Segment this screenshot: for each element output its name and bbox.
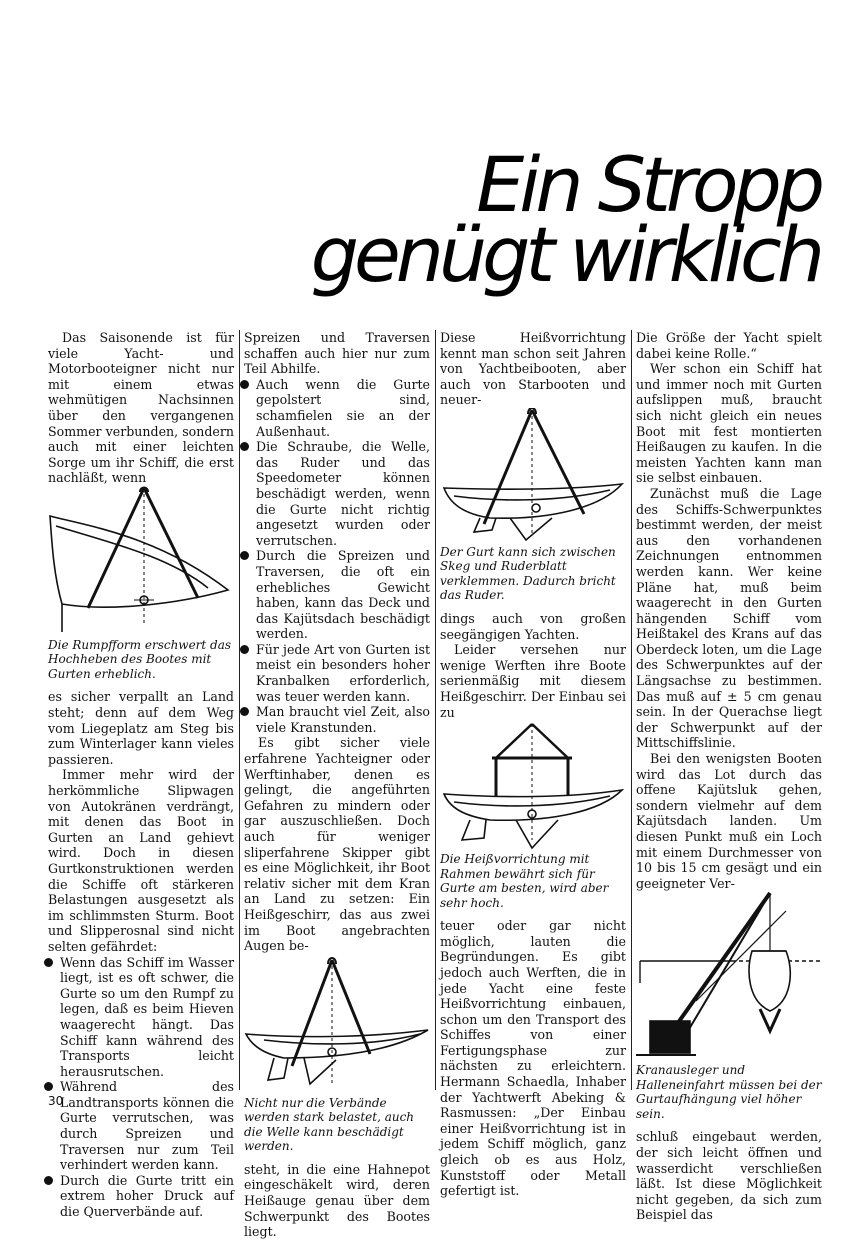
bullet-item: Durch die Spreizen und Traversen, die oft ein erhebliches Gewicht haben, kann das Deck und das Kajütsdach beschädigt werden. xyxy=(244,548,430,642)
column-divider xyxy=(631,330,632,1090)
title-line-2: genügt wirklich xyxy=(310,210,820,299)
illustration-hull-with-keel-sling xyxy=(244,954,430,1094)
page-number: 30 xyxy=(48,1094,64,1108)
bullet-item: Während des Landtransports können die Gurte verrutschen, was durch Spreizen und Traversen nur zum Teil verhindert werden kann. xyxy=(48,1079,234,1173)
illustration-sailboat-strap xyxy=(440,408,626,543)
bullet-list xyxy=(244,377,430,736)
paragraph: Spreizen und Traversen schaffen auch hier nur zum Teil Abhilfe. xyxy=(244,330,430,377)
column-4 xyxy=(636,330,822,1223)
paragraph: Bei den wenigsten Booten wird das Lot durch das offene Kajütsluk gehen, sondern vielmehr auf dem Kajütsdach landen. Um diesen Punkt muß ein Loch mit einem Durchmesser von 10 bis 15 cm gesägt und ein geeigneter Ver- xyxy=(636,751,822,891)
column-2 xyxy=(244,330,430,1240)
paragraph: Das Saisonende ist für viele Yacht- und Motorbooteigner nicht nur mit einem etwas wehmütigen Nachsinnen über den vergangenen Sommer verbunden, sondern auch mit einer leichten Sorge um ihr Schiff, die erst nachläßt, wenn xyxy=(48,330,234,486)
column-divider xyxy=(435,330,436,1090)
figure-caption: Der Gurt kann sich zwischen Skeg und Ruderblatt verklemmen. Dadurch bricht das Ruder. xyxy=(440,544,616,603)
paragraph: Es gibt sicher viele erfahrene Yachteigner oder Werftinhaber, denen es gelingt, die angeführten Gefahren zu mindern oder gar auszuschließen. Doch auch für weniger sliperfahrene Skipper gibt es eine Möglichkeit, ihr Boot relativ sicher mit dem Kran an Land zu setzen: Ein Heißgeschirr, das aus zwei im Boot angebrachten Augen be- xyxy=(244,735,430,954)
bullet-list xyxy=(48,955,234,1220)
paragraph: dings auch von großen seegängigen Yachten. xyxy=(440,610,626,642)
figure-caption: Nicht nur die Verbände werden stark belastet, auch die Welle kann beschädigt werden. xyxy=(244,1095,415,1154)
paragraph: Diese Heißvorrichtung kennt man schon seit Jahren von Yachtbeibooten, aber auch von Starbooten und neuer- xyxy=(440,330,626,408)
paragraph: Immer mehr wird der herkömmliche Slipwagen von Autokränen verdrängt, mit denen das Boot in Gurten an Land gehievt wird. Doch in diesen Gurtkonstruktionen werden die Schiffe oft stärkeren Belastungen ausgesetzt als im schlimmsten Sturm. Boot und Slipperosnal sind nicht selten gefährdet: xyxy=(48,767,234,954)
title-line-1: Ein Stropp xyxy=(476,140,820,229)
paragraph: Zunächst muß die Lage des Schiffs-Schwerpunktes bestimmt werden, der meist aus den vorhandenen Zeichnungen entnommen werden kann. Wer keine Pläne hat, muß beim waagerecht in den Gurten hängenden Schiff vom Heißtakel des Krans auf das Oberdeck loten, um die Lage des Schwerpunktes auf der Längsachse zu bestimmen. Das muß auf ± 5 cm genau sein. In der Querachse liegt der Schwerpunkt auf der Mittschiffslinie. xyxy=(636,485,822,751)
figure-caption: Die Rumpfform erschwert das Hochheben des Bootes mit Gurten erheblich. xyxy=(48,637,232,681)
bullet-item: Die Schraube, die Welle, das Ruder und das Speedometer können beschädigt werden, wenn die Gurte nicht richtig angesetzt wurden oder verrutschen. xyxy=(244,439,430,548)
bullet-item: Auch wenn die Gurte gepolstert sind, schamfielen sie an der Außenhaut. xyxy=(244,377,430,439)
bullet-item: Wenn das Schiff im Wasser liegt, ist es oft schwer, die Gurte so um den Rumpf zu legen, daß es beim Hieven waagerecht hängt. Das Schiff kann während des Transports leicht herausrutschen. xyxy=(48,955,234,1080)
paragraph: es sicher verpallt an Land steht; denn auf dem Weg vom Liegeplatz am Steg bis zum Winterlager kann vieles passieren. xyxy=(48,689,234,767)
figure-caption: Kranausleger und Halleneinfahrt müssen bei der Gurtaufhängung viel höher sein. xyxy=(636,1063,822,1121)
bullet-item: Man braucht viel Zeit, also viele Kranstunden. xyxy=(244,704,430,735)
bullet-item: Durch die Gurte tritt ein extrem hoher Druck auf die Querverbände auf. xyxy=(48,1173,234,1220)
column-1 xyxy=(48,330,234,1220)
figure-caption: Die Heißvorrichtung mit Rahmen bewährt sich für Gurte am besten, wird aber sehr hoch. xyxy=(440,852,609,910)
paragraph: teuer oder gar nicht möglich, lauten die Begründungen. Es gibt jedoch auch Werften, die in jede Yacht eine feste Heißvorrichtung einbauen, schon um den Transport des Schiffes von einer Fertigungsphase zur nächsten zu erleichtern. Hermann Schaedla, Inhaber der Yachtwerft Abeking & Rasmussen: „Der Einbau einer Heißvorrichtung ist in jedem Schiff möglich, ganz gleich ob es aus Holz, Kunststoff oder Metall gefertigt ist. xyxy=(440,918,626,1199)
illustration-crane-and-hall xyxy=(636,891,822,1061)
paragraph: Die Größe der Yacht spielt dabei keine Rolle.“ xyxy=(636,330,822,361)
paragraph: Leider versehen nur wenige Werften ihre Boote serienmäßig mit diesem Heißgeschirr. Der Einbau sei zu xyxy=(440,642,626,720)
article-title xyxy=(310,140,820,299)
paragraph: steht, in die eine Hahnepot eingeschäkelt wird, deren Heißauge genau über dem Schwerpunkt des Bootes liegt. xyxy=(244,1161,430,1240)
column-3 xyxy=(440,330,626,1199)
illustration-frame-lifting-rig xyxy=(440,720,626,850)
paragraph: schluß eingebaut werden, der sich leicht öffnen und wasserdicht verschließen läßt. Ist diese Möglichkeit nicht gegeben, da sich zum Beispiel das xyxy=(636,1129,822,1223)
paragraph: Wer schon ein Schiff hat und immer noch mit Gurten aufslippen muß, braucht sich nicht gleich ein neues Boot mit fest montierten Heißaugen zu kaufen. In die meisten Yachten kann man sie selbst einbauen. xyxy=(636,361,822,486)
bullet-item: Für jede Art von Gurten ist meist ein besonders hoher Kranbalken erforderlich, was teuer werden kann. xyxy=(244,642,430,704)
column-divider xyxy=(239,330,240,1090)
illustration-boat-in-sling xyxy=(48,486,234,636)
